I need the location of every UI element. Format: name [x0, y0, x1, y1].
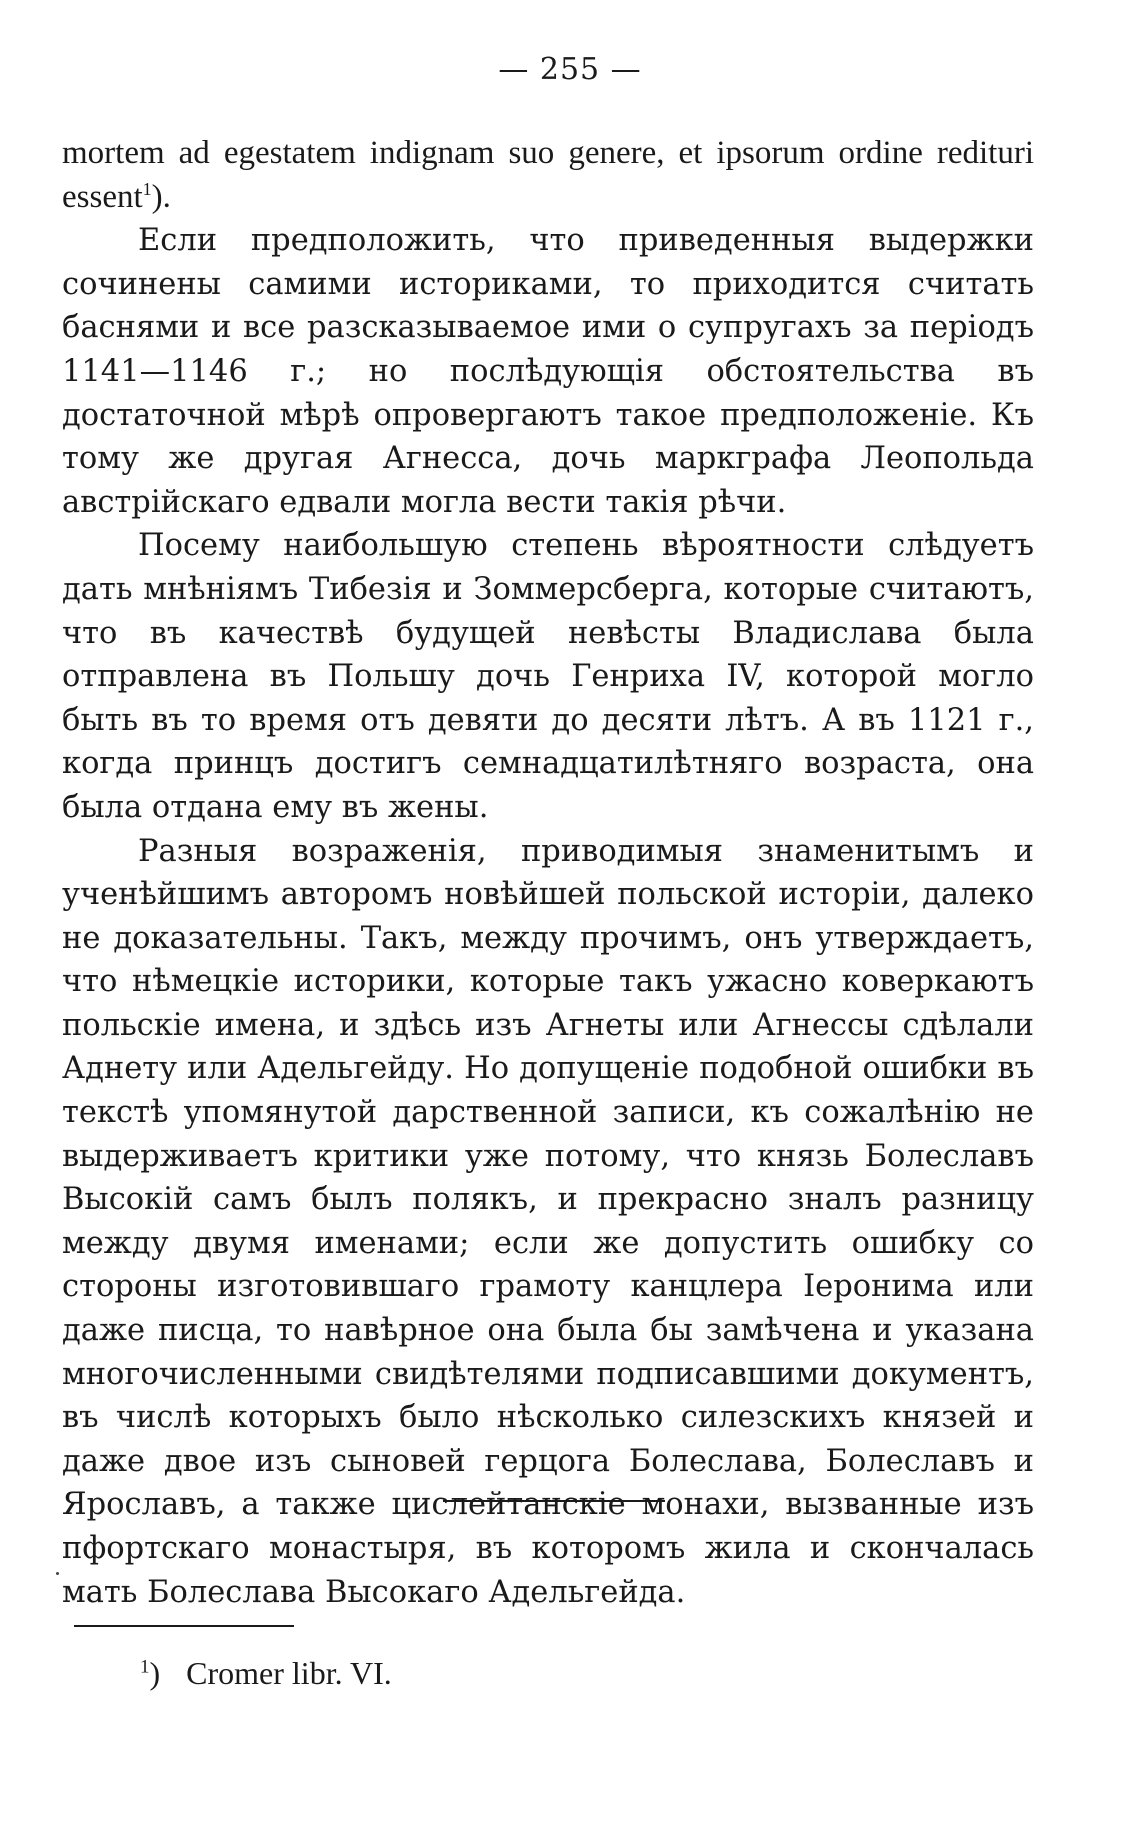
footnote-reference[interactable]: 1 [142, 178, 152, 199]
print-speck [56, 1572, 59, 1575]
paragraph-latin-quote [62, 132, 1034, 219]
body-text [62, 132, 1034, 1614]
section-end-rule [443, 1500, 665, 1502]
page-number: — 255 — [498, 52, 642, 87]
paragraph-4: Разныя возраженія, приводимыя знаменитымъ и ученѣйшимъ авторомъ новѣйшей польской исторіи, далеко не доказательны. Такъ, между прочимъ, онъ утверждаетъ, что нѣмецкіе историки, которые такъ ужасно коверкаютъ польскіе имена, и здѣсь изъ Агнеты или Агнессы сдѣлали Аднету или Адельгейду. Но допущеніе подобной ошибки въ текстѣ упомянутой дарственной записи, къ сожалѣнію не выдерживаетъ критики уже потому, что князь Болеславъ Высокій самъ былъ полякъ, и прекрасно зналъ разницу между двумя именами; если же допустить ошибку со стороны изготовившаго грамоту канцлера Іеронима или даже писца, то навѣрное она была бы замѣчена и указана многочисленными свидѣтелями подписавшими документъ, въ числѣ которыхъ было нѣсколько силезскихъ князей и даже двое изъ сыновей герцога Болеслава, Болеславъ и Ярославъ, а также цислейтанскіе монахи, вызванные изъ пфортскаго монастыря, въ которомъ жила и скончалась мать Болеслава Высокаго Адельгейда. [62, 833, 1034, 1610]
footnote-separator [74, 1625, 294, 1627]
footnote-paren: ) [149, 1655, 161, 1691]
footnote [140, 1651, 392, 1695]
latin-quote-text: mortem ad egestatem indignam suo genere, et ipsorum ordine redituri essent [62, 135, 1034, 215]
footnote-mark: 1 [140, 1656, 150, 1678]
footnote-text: Cromer libr. VI. [186, 1655, 392, 1691]
latin-quote-closing: ). [151, 178, 171, 215]
paragraph-3: Посему наибольшую степень вѣроятности слѣдуетъ дать мнѣніямъ Тибезія и Зоммерсберга, которые считаютъ, что въ качествѣ будущей невѣсты Владислава была отправлена въ Польшу дочь Генриха IV, которой могло быть въ то время отъ девяти до десяти лѣтъ. А въ 1121 г., когда принцъ достигъ семнадцатилѣтняго возраста, она была отдана ему въ жены. [62, 528, 1034, 825]
paragraph-2: Если предположить, что приведенныя выдержки сочинены самими историками, то приходится считать баснями и все разсказываемое ими о супругахъ за періодъ 1141—1146 г.; но послѣдующія обстоятельства въ достаточной мѣрѣ опровергаютъ такое предположеніе. Къ тому же другая Агнесса, дочь маркграфа Леопольда австрійскаго едвали могла вести такія рѣчи. [62, 223, 1034, 520]
